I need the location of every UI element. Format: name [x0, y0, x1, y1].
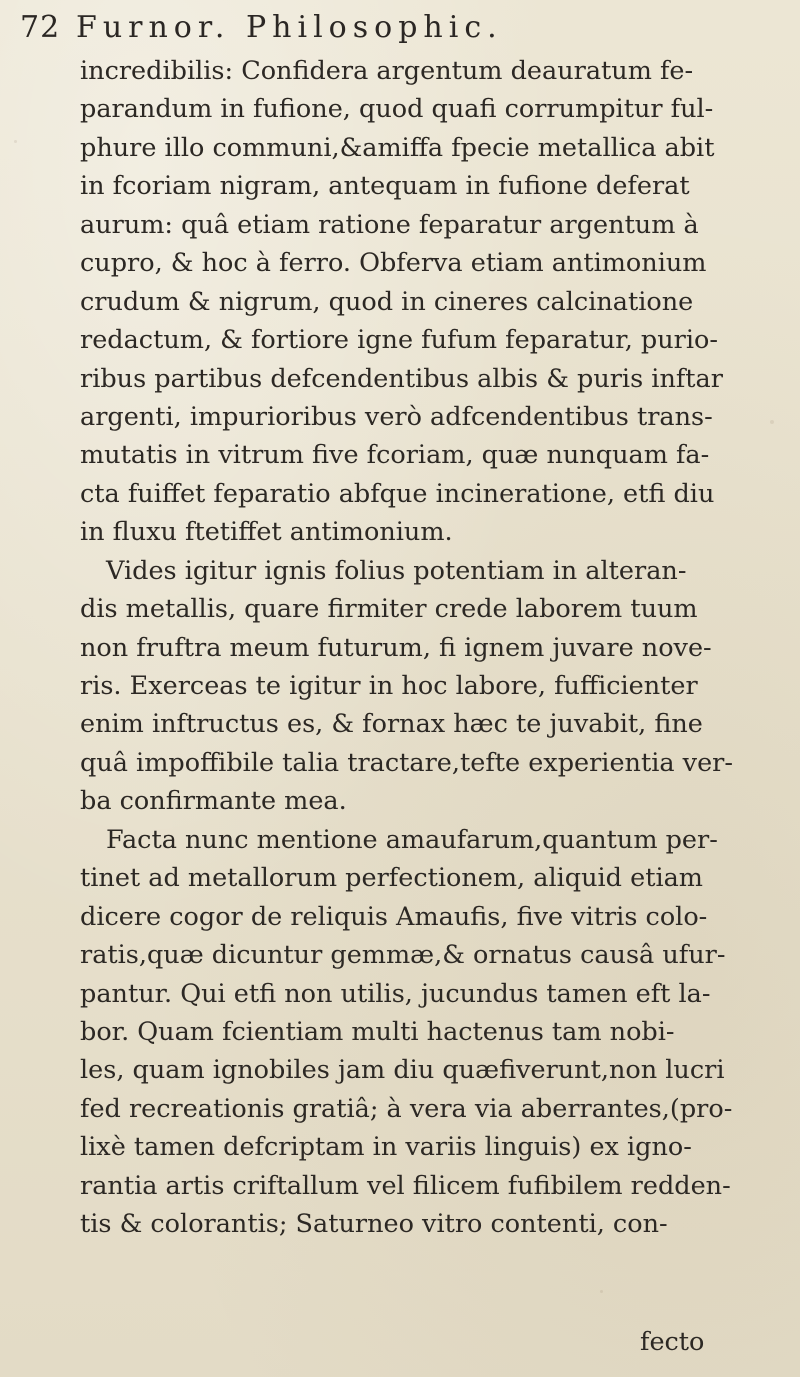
text-line: Vides igitur ignis folius potentiam in alteran-	[106, 555, 687, 586]
text-line: parandum in fufione, quod quafi corrumpitur ful-	[80, 94, 714, 125]
text-line: cta fuiffet feparatio abfque incineratione, etfi diu	[80, 478, 715, 509]
text-line: crudum & nigrum, quod in cineres calcinatione	[80, 286, 694, 317]
text-line: mutatis in vitrum five fcoriam, quæ nunquam fa-	[80, 440, 710, 471]
text-line: dis metallis, quare firmiter crede laborem tuum	[80, 594, 698, 625]
page-number: 72	[20, 10, 61, 45]
text-line: fed recreationis gratiâ; à vera via aberrantes,(pro-	[80, 1093, 733, 1124]
text-line: ris. Exerceas te igitur in hoc labore, fufficienter	[80, 671, 698, 701]
text-line: in fcoriam nigram, antequam in fufione deferat	[80, 171, 690, 202]
paper-stain	[14, 140, 17, 143]
text-line: ribus partibus defcendentibus albis & puris inftar	[80, 363, 723, 394]
text-line: rantia artis criftallum vel filicem fufibilem redden-	[80, 1170, 731, 1201]
text-line: bor. Quam fcientiam multi hactenus tam nobi-	[80, 1016, 675, 1047]
text-line: tis & colorantis; Saturneo vitro contenti, con-	[80, 1209, 668, 1240]
text-line: les, quam ignobiles jam diu quæfiverunt,non lucri	[80, 1055, 725, 1086]
text-line: tinet ad metallorum perfectionem, aliquid etiam	[80, 863, 703, 894]
text-line: phure illo communi,&amiffa fpecie metallica abit	[80, 132, 715, 163]
page-header	[20, 10, 780, 54]
text-line: aurum: quâ etiam ratione feparatur argentum à	[80, 209, 699, 240]
text-line: lixè tamen defcriptam in variis linguis) ex igno-	[80, 1132, 692, 1163]
text-line: dicere cogor de reliquis Amaufis, five vitris colo-	[80, 901, 708, 932]
running-title: Furnor. Philosophic.	[76, 10, 503, 45]
text-line: quâ impoffibile talia tractare,tefte experientia ver-	[80, 747, 733, 778]
text-line: redactum, & fortiore igne fufum feparatur, purio-	[80, 325, 718, 356]
text-line: cupro, & hoc à ferro. Obferva etiam antimonium	[80, 248, 707, 279]
body-text	[80, 52, 780, 1244]
text-line: enim inftructus es, & fornax hæc te juvabit, fine	[80, 709, 703, 740]
text-line: non fruftra meum futurum, fi ignem juvare nove-	[80, 632, 712, 663]
text-line: in fluxu ftetiffet antimonium.	[80, 517, 453, 548]
text-line: incredibilis: Confidera argentum deauratum fe-	[80, 56, 694, 86]
text-line: Facta nunc mentione amaufarum,quantum per-	[106, 824, 718, 855]
paper-stain	[600, 1290, 603, 1293]
catchword: fecto	[640, 1327, 705, 1357]
text-line: argenti, impurioribus verò adfcendentibus trans-	[80, 401, 713, 432]
text-line: ratis,quæ dicuntur gemmæ,& ornatus causâ ufur-	[80, 940, 726, 971]
text-line: ba confirmante mea.	[80, 786, 347, 817]
text-line: pantur. Qui etfi non utilis, jucundus tamen eft la-	[80, 978, 711, 1009]
